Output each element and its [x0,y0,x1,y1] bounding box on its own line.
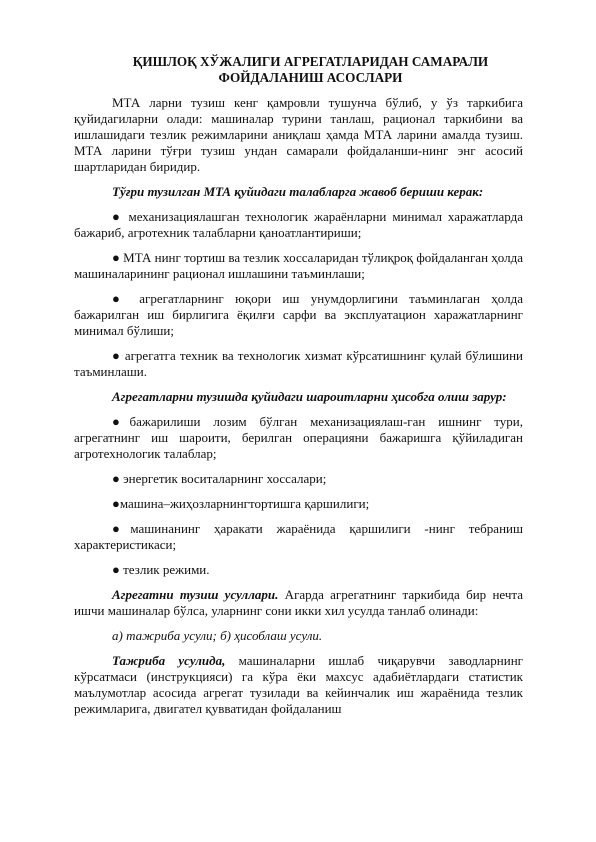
intro-paragraph: МТА ларни тузиш кенг қамровли тушунча бўлиб, у ўз таркибига қуйидагиларни олади: машиналар турини танлаш, рационал таркибини ва ишлашидаги тезлик режимларини аниқлаш ҳамда МТА ларини амалда тузиш. МТА ларини тўғри тузиш ундан самарали фойдаланши-нинг энг асосий шартларидан биридир. [74,95,523,174]
experimental-paragraph [74,653,523,717]
document-title [74,54,523,86]
condition-item-4: ●машинанинг ҳаракати жараёнида қаршилиги -нинг тебраниш характеристикаси; [74,521,523,552]
conditions-heading: Агрегатларни тузишда қуйидаги шароитларни ҳисобга олиш зарур: [112,389,507,404]
document-page [74,54,523,726]
condition-item-5: ● тезлик режими. [112,562,210,577]
methods-heading: Агрегатни тузиш усуллари. [112,587,279,602]
experimental-text: машиналарни ишлаб чиқарувчи заводларнинг кўрсатмаси (инструкцияси) га кўра ёки махсус адабиётлардаги статистик маълумотлар асосида агрегат тузилади ва кейинчалик иш жараёнида тезлик режимларига, двигател қувватидан фойдаланиш [74,653,523,716]
methods-text: Агарда агрегатнинг таркибида бир нечта ишчи машиналар бўлса, уларнинг сони икки хил усулда танлаб олинади: [74,587,524,618]
requirement-item-3: ● агрегатларнинг юқори иш унумдорлигини таъминлаган ҳолда бажарилган иш бирлигига ёқилғи сарфи ва эксплуатацион харажатларнинг минимал бўлиши; [74,291,523,338]
methods-paragraph [74,587,523,619]
requirement-item-1: ● механизациялашган технологик жараёнларни минимал харажатларда бажариб, агротехник талабларни қаноатлантириши; [74,209,523,240]
title-line-1: ҚИШЛОҚ ХЎЖАЛИГИ АГРЕГАТЛАРИДАН САМАРАЛИ [132,54,489,69]
condition-item-2: ● энергетик воситаларнинг хоссалари; [112,471,327,486]
methods-list: а) тажриба усули; б) ҳисоблаш усули. [112,628,323,643]
title-line-2: ФОЙДАЛАНИШ АСОСЛАРИ [218,70,403,85]
requirement-item-4: ● агрегатга техник ва технологик хизмат кўрсатишнинг қулай бўлишини таъминлаши. [74,348,523,379]
experimental-heading: Тажриба усулида, [112,653,226,668]
requirements-heading: Тўғри тузилган МТА қуйидаги талабларга жавоб бериши керак: [112,184,484,199]
condition-item-1: ●бажарилиши лозим бўлган механизациялаш-ган ишнинг тури, агрегатнинг иш шароити, берилган операцияни бажаришга қўйиладиган агротехнологик талаблар; [74,414,523,461]
condition-item-3: ●машина–жиҳозларнингтортишга қаршилиги; [112,496,370,511]
requirement-item-2: ● МТА нинг тортиш ва тезлик хоссаларидан тўлиқроқ фойдаланган ҳолда машиналарининг рационал ишлашини таъминлаши; [74,250,523,281]
